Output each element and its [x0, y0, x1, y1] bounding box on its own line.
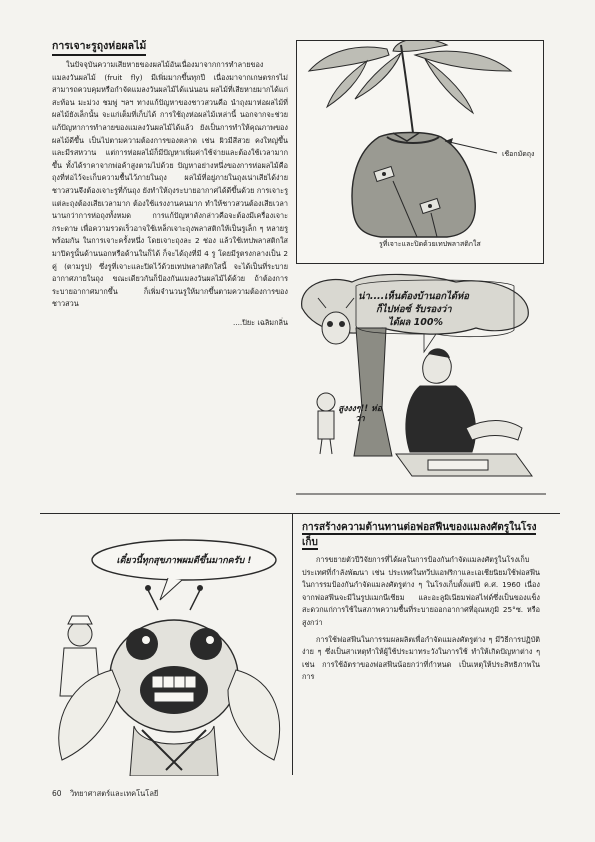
article-phosphine	[302, 520, 540, 780]
article-body: ในปัจจุบันความเสียหายของผลไม้อันเนื่องมาจากการทำลายของแมลงวันผลไม้ (fruit fly) มีเพิ่มมากขึ้นทุกปี เนื่องมาจากเกษตรกรไม่สามารถควบคุมหรือกำจัดแมลงวันผลไม้ได้แน่นอน ผลไม้ที่เสียหายมากได้แก่ สะท้อน มะม่วง ชมพู่ ฯลฯ ทางแก้ปัญหาของชาวสวนคือ นำถุงมาห่อผลไม้ที่ผลไม้ยังเล็กนั้น จะแก่เต็มที่เก็บได้ การใช้ถุงห่อผลไม้เหล่านี้ นอกจากจะช่วยแก้ปัญหาการทำลายของแมลงวันผลไม้ได้แล้ว ยังเป็นการทำให้คุณภาพของผลไม้ดีขึ้น เป็นไปตามความต้องการของตลาด เช่น ผิวมีสีสวย คงใหญ่ขึ้น และมีรสหวาน แต่การห่อผลไม้ก็มีปัญหาเพิ่มค่าใช้จ่ายและต้องใช้เวลามากขึ้น ทั้งได้ราคาจากพ่อค้าสูงตามไปด้วย ปัญหาอย่างหนึ่งของการห่อผลไม้คือถุงที่ห่อไว้จะเก็บความชื้นไว้ภายในถุง ผลไม้ที่อยู่ภายในถุงเน่าเสียได้ง่าย ชาวสวนจึงต้องเจาะรูที่ก้นถุง ยังทำให้ถุงระบายอากาศได้ดีขึ้นด้วย การเจาะรูแต่ละถุงต้องเสียเวลามาก ต้องใช้แรงงานคนมาก ทำให้ชาวสวนต้องเสียเวลานานกว่าการห่อถุงทั้งหมด การแก้ปัญหาดังกล่าวคือจะต้องมีเครื่องเจาะกระดาษ เพื่อความรวดเร็วอาจใช้เหล็กเจาะถุงพลาสติกให้เป็นรูเล็ก ๆ หลายรูพร้อมกัน ในการเจาะครั้งหนึ่ง โดยเจาะถุงละ 2 ช่อง แล้วใช้เทปพลาสติกใสมาปิดรูนั้นด้านนอกหรือด้านในก็ได้ ก็จะได้ถุงที่มี 4 รู โดยมีรูตรงกลางเป็น 2 คู่ (ตามรูป) ซึ่งรูที่เจาะและปิดไว้ด้วยเทปพลาสติกใสนี้ จะได้เป็นที่ระบายอากาศภายในถุง ขณะเดียวกันก็ป้องกันแมลงวันผลไม้ได้ด้วย ถ้าต้องการระบายอากาศมากขึ้น ก็เพิ่มจำนวนรูให้มากขึ้นตามความต้องการของชาวสวน	[52, 60, 288, 309]
speech-line-1: น่า....เห็นต้องบ้านอกได้ห่อ	[358, 291, 470, 302]
article-author: ....ปิยะ เฉลิมกลิ่น	[232, 317, 288, 327]
page-number: 60	[52, 789, 62, 798]
article-title-text: การสร้างความต้านทานต่อฟอสฟีนของแมลงศัตรูในโรงเก็บ	[302, 522, 537, 548]
article-title	[302, 520, 540, 550]
page-footer	[52, 788, 158, 800]
article-paragraph-2: การใช้ฟอสฟีนในการรมผลผลิตเพื่อกำจัดแมลงศัตรูต่าง ๆ มีวิธีการปฏิบัติง่าย ๆ ซึ่งเป็นสาเหตุทำให้ผู้ใช้ประมาทระวังในการใช้ ทำให้เกิดปัญหาต่าง ๆ เช่น การใช้อัตราของฟอสฟีนน้อยกว่าที่กำหนด เป็นเหตุให้ประสิทธิภาพในการ	[302, 634, 540, 682]
speech-bubble-insect: เดี๋ยวนี้ทุกสุขภาพผมดีขึ้นมากครับ !	[116, 556, 252, 566]
section-divider-horizontal	[40, 513, 560, 514]
speech-bubble-farmer	[358, 290, 504, 348]
magazine-name: วิทยาศาสตร์และเทคโนโลยี	[69, 789, 159, 798]
label-string: เชือกมัดถุง	[502, 150, 535, 158]
article-title: การเจาะรูถุงห่อผลไม้	[52, 40, 146, 56]
article-fruit-bag	[52, 40, 288, 500]
fruit-bag-illustration	[296, 40, 544, 264]
label-holes: รูที่เจาะและปิดด้วยเทปพลาสติกใส	[379, 240, 481, 248]
speech-line-2: ก็ไปห่อซ์ รับรองว่า	[376, 304, 452, 315]
speech-bubble-small: สูงงงๆ!! ห่อว่า	[338, 404, 382, 424]
section-divider-vertical	[292, 513, 293, 775]
speech-line-3: ได้ผล 100%	[388, 317, 443, 328]
article-paragraph-1: การขยายตัวปีวิจัยการที่ได้ผลในการป้องกันกำจัดแมลงศัตรูในโรงเก็บ ประเทศที่กำลังพัฒนา เช่น ประเทศในทวีปแอฟริกาและเอเชียนิยมใช้ฟอสฟีนในการรมป้องกันกำจัดแมลงศัตรูต่าง ๆ ในโรงเก็บตั้งแต่ปี ค.ศ. 1960 เนื่องจากฟอสฟีนจะมีในรูปแมกนีเซียม และอะลูมิเนียมฟอสไฟด์ซึ่งเป็นของแข็งสะดวกแก่การใช้ในสภาพความชื้นที่ระบายออกอากาศที่อุณหภูมิ 25°ซ. หรือสูงกว่า	[302, 555, 540, 627]
